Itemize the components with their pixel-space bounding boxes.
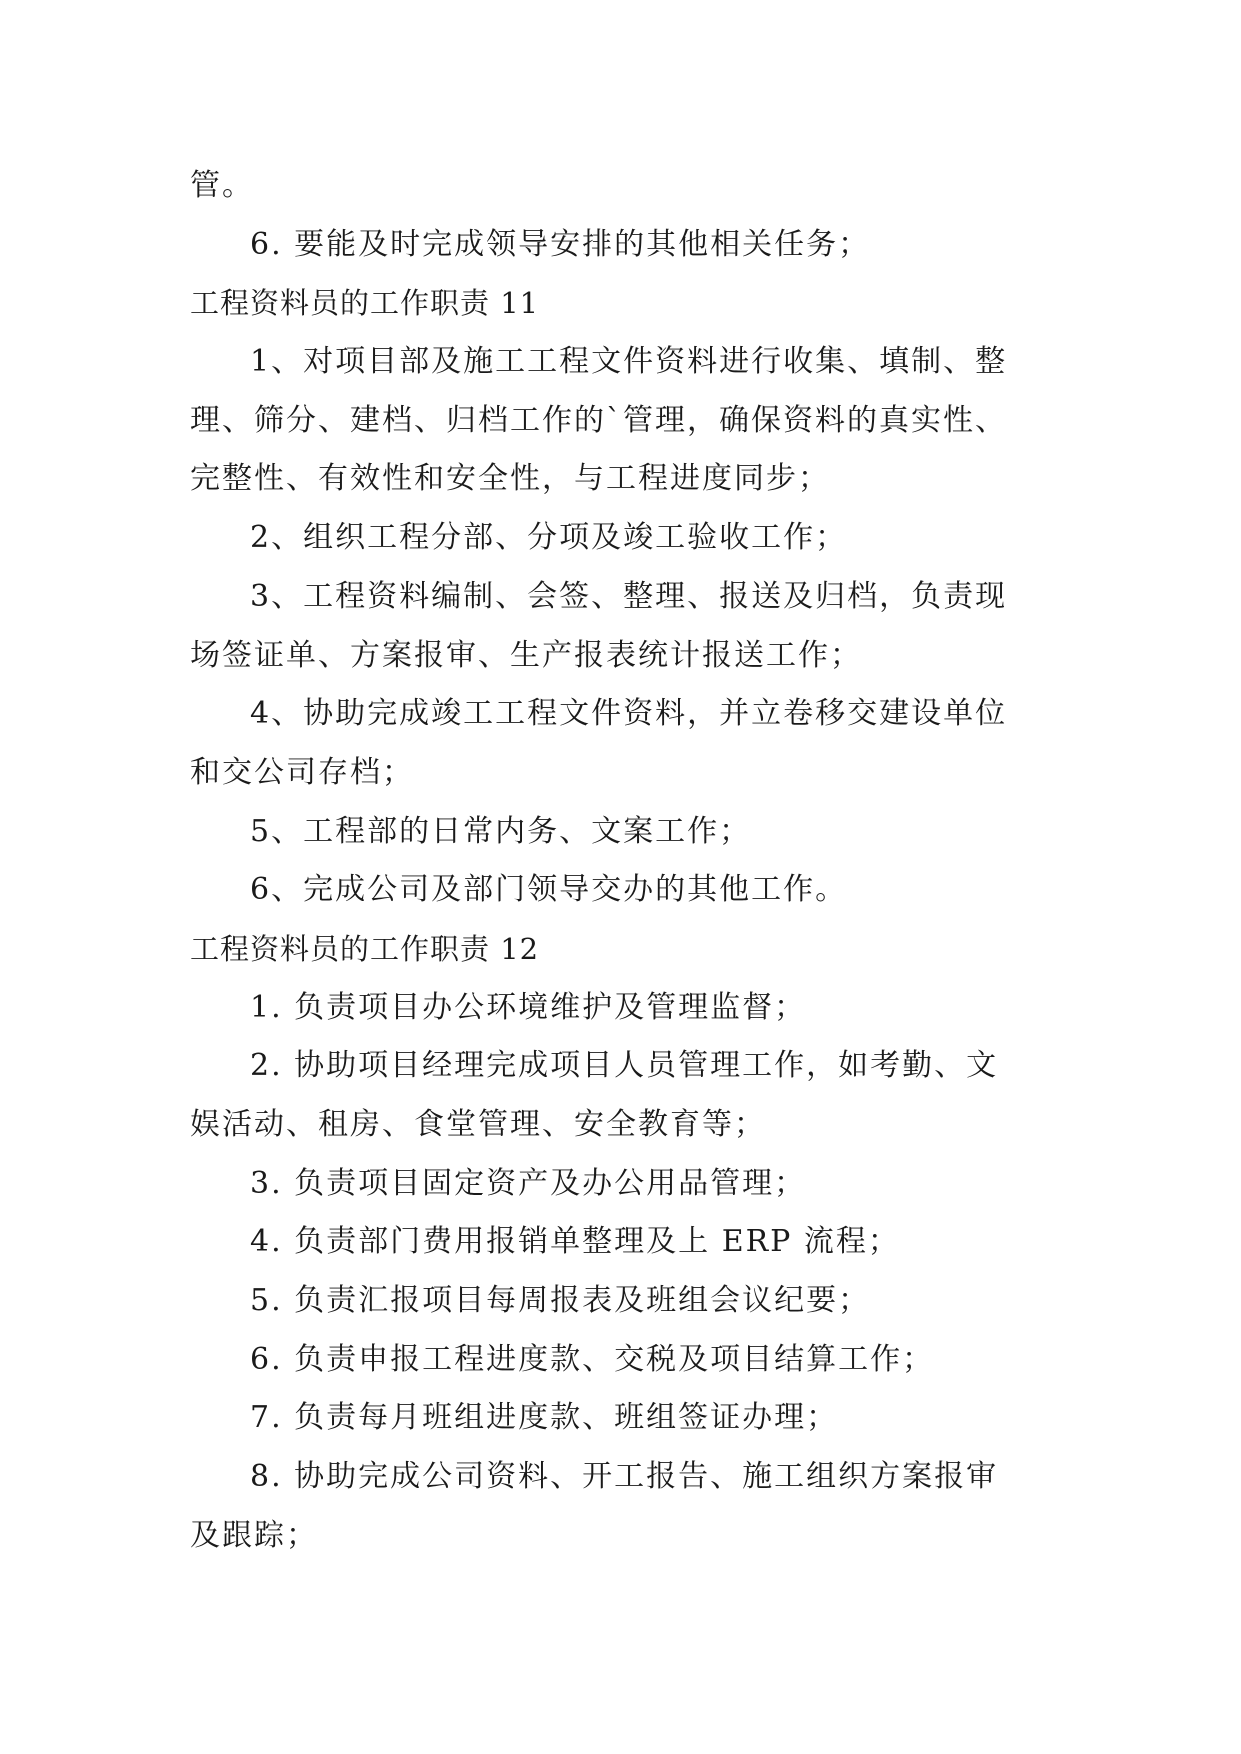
text-line: 6. 要能及时完成领导安排的其他相关任务； [250, 226, 871, 262]
text-line: 3. 负责项目固定资产及办公用品管理； [250, 1165, 807, 1201]
text-line: 1. 负责项目办公环境维护及管理监督； [250, 989, 807, 1025]
text-line: 1、对项目部及施工工程文件资料进行收集、填制、整 [250, 344, 1008, 380]
text-line: 6. 负责申报工程进度款、交税及项目结算工作； [250, 1341, 935, 1377]
text-line: 7. 负责每月班组进度款、班组签证办理； [250, 1400, 839, 1436]
text-line: 6、完成公司及部门领导交办的其他工作。 [250, 872, 848, 908]
text-line: 2、组织工程分部、分项及竣工验收工作； [250, 520, 848, 556]
text-line: 完整性、有效性和安全性，与工程进度同步； [190, 461, 830, 497]
text-line: 5、工程部的日常内务、文案工作； [250, 813, 752, 849]
text-line: 3、工程资料编制、会签、整理、报送及归档，负责现 [250, 578, 1008, 614]
text-line: 理、筛分、建档、归档工作的`管理，确保资料的真实性、 [190, 402, 1007, 438]
text-line: 4. 负责部门费用报销单整理及上 ERP 流程； [250, 1224, 900, 1260]
text-line: 娱活动、租房、食堂管理、安全教育等； [190, 1107, 766, 1142]
section-heading: 工程资料员的工作职责 12 [190, 931, 540, 966]
text-line: 8. 协助完成公司资料、开工报告、施工组织方案报审 [250, 1459, 999, 1495]
text-line: 及跟踪； [190, 1517, 318, 1553]
text-line: 2. 协助项目经理完成项目人员管理工作，如考勤、文 [250, 1048, 999, 1084]
text-line: 和交公司存档； [190, 754, 414, 790]
document-body [190, 157, 1058, 1566]
text-line: 5. 负责汇报项目每周报表及班组会议纪要； [250, 1283, 871, 1319]
text-line: 4、协助完成竣工工程文件资料，并立卷移交建设单位 [250, 696, 1008, 732]
text-line: 场签证单、方案报审、生产报表统计报送工作； [190, 637, 862, 673]
text-line: 管。 [190, 168, 254, 203]
section-heading: 工程资料员的工作职责 11 [190, 286, 540, 321]
